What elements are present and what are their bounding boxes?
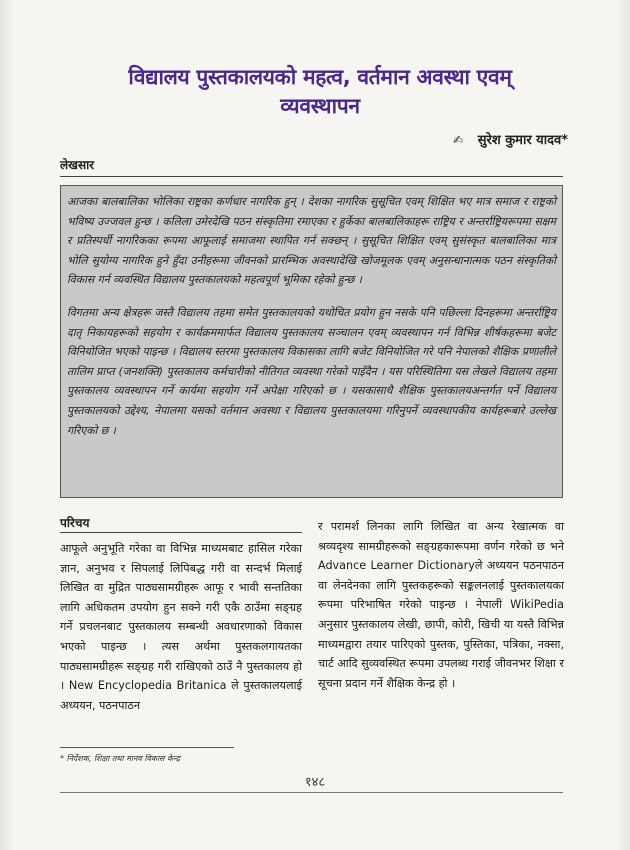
author-byline [453, 130, 568, 148]
author-name: सुरेश कुमार यादव* [477, 133, 568, 148]
abstract-paragraph-1: आजका बालबालिका भोलिका राष्ट्रका कर्णधार नागरिक हुन् । देशका नागरिक सुसूचित एवम् शिक्षित भए मात्र समाज र राष्ट्रको भविष्य उज्जवल हुन्छ । कलिला उमेरदेखि पठन संस्कृतिमा रमाएका र हुर्केका बालबालिकाहरू राष्ट्रिय र अन्तर्राष्ट्रियरूपमा सक्षम र प्रतिस्पर्धी नागरिकका रूपमा आफूलाई समाजमा स्थापित गर्न सक्छन् । सुसूचित शिक्षित एवम् सुसंस्कृत बालबालिका मात्र भोलि सुयोग्य नागरिक हुने हुँदा उनीहरूमा जीवनको प्रारम्भिक अवस्थादेखि खोजमूलक एवम् अनुसन्धानात्मक पठन संस्कृतिको विकास गर्न व्यवस्थित विद्यालय पुस्तकालयको महत्वपूर्ण भूमिका रहेको हुन्छ । [67, 195, 556, 287]
pen-icon: ✍ [453, 133, 464, 147]
article-title-line2: व्यवस्थापन [280, 94, 360, 118]
footnote-rule [60, 747, 234, 748]
abstract-text [67, 192, 556, 491]
footnote: * निर्देशक, शिक्षा तथा मानव विकास केन्द्र [60, 754, 180, 763]
page-number: १४८ [304, 775, 326, 790]
bottom-rule [60, 792, 563, 793]
abstract-heading-rule [60, 176, 563, 177]
introduction-left-column: आफूले अनुभूति गरेका वा विभिन्न माध्यमबाट हासिल गरेका ज्ञान, अनुभव र सिपलाई लिपिबद्ध गरी वा सन्दर्भ मिलाई लिखित वा मुद्रित पाठ्यसामग्रीहरू आफू र भावी सन्ततिका लागि अधिकतम उपयोग हुन सक्ने गरी एकै ठाउँमा सङ्ग्रह गर्ने प्रचलनबाट पुस्तकालय सम्बन्धी अवधारणाको विकास भएको पाइन्छ । त्यस अर्थमा पुस्तकलगायतका पाठ्यसामग्रीहरू सङ्ग्रह गरी राखिएको ठाउँ नै पुस्तकालय हो । New Encyclopedia Britanica ले पुस्तकालयलाई अध्ययन, पठनपाठन [60, 542, 302, 712]
abstract-heading: लेखसार [60, 158, 95, 172]
abstract-paragraph-2: विगतमा अन्य क्षेत्रहरू जस्तै विद्यालय तहमा समेत पुस्तकालयको यथोचित प्रयोग हुन नसके पनि पछिल्ला दिनहरूमा अन्तर्राष्ट्रिय दातृ निकायहरूको सहयोग र कार्यक्रममार्फत विद्यालय पुस्तकालय सञ्चालन एवम् व्यवस्थापन गर्न विभिन्न शीर्षकहरूमा बजेट विनियोजित भएको पाइन्छ । विद्यालय स्तरमा पुस्तकालय विकासका लागि बजेट विनियोजित गरे पनि नेपालको शैक्षिक प्रणालीले तालिम प्राप्त (जनशक्ति) पुस्तकालय कर्मचारीको नीतिगत व्यवस्था गरेको पाइँदैन । यस परिस्थितिमा यस लेखले विद्यालय तहमा पुस्तकालय व्यवस्थापन गर्ने कार्यमा सहयोग गर्ने अपेक्षा गरिएको छ । यसकासाथै शैक्षिक पुस्तकालयअन्तर्गत पर्ने विद्यालय पुस्तकालयको उद्देश्य, नेपालमा यसको वर्तमान अवस्था र विद्यालय पुस्तकालयमा गरिनुपर्ने व्यवस्थापकीय कार्यहरूबारे उल्लेख गरिएको छ । [67, 305, 556, 437]
introduction-right-column: र परामर्श लिनका लागि लिखित वा अन्य रेखात्मक वा श्रव्यदृश्य सामग्रीहरूको सङ्ग्रहकारूपमा वर्णन गरेको छ भने Advance Learner Dictionaryले अध्ययन पठनपाठन वा लेनदेनका लागि पुस्तकहरूको सङ्कलनलाई पुस्तकालयका रूपमा परिभाषित गरेको पाइन्छ । नेपाली WikiPedia अनुसार पुस्तकालय लेखी, छापी, कोरी, खिची या यस्तै विभिन्न माध्यमद्वारा तयार पारिएको पुस्तक, पुस्तिका, पत्रिका, नक्सा, चार्ट आदि सुव्यवस्थित रूपमा उपलब्ध गराई जीवनभर शिक्षा र सूचना प्रदान गर्ने शैक्षिक केन्द्र हो । [318, 520, 564, 690]
article-title-line1: विद्यालय पुस्तकालयको महत्व, वर्तमान अवस्था एवम् [128, 65, 512, 89]
introduction-heading: परिचय [60, 516, 90, 530]
introduction-heading-rule [60, 532, 302, 533]
abstract-box [60, 185, 563, 498]
